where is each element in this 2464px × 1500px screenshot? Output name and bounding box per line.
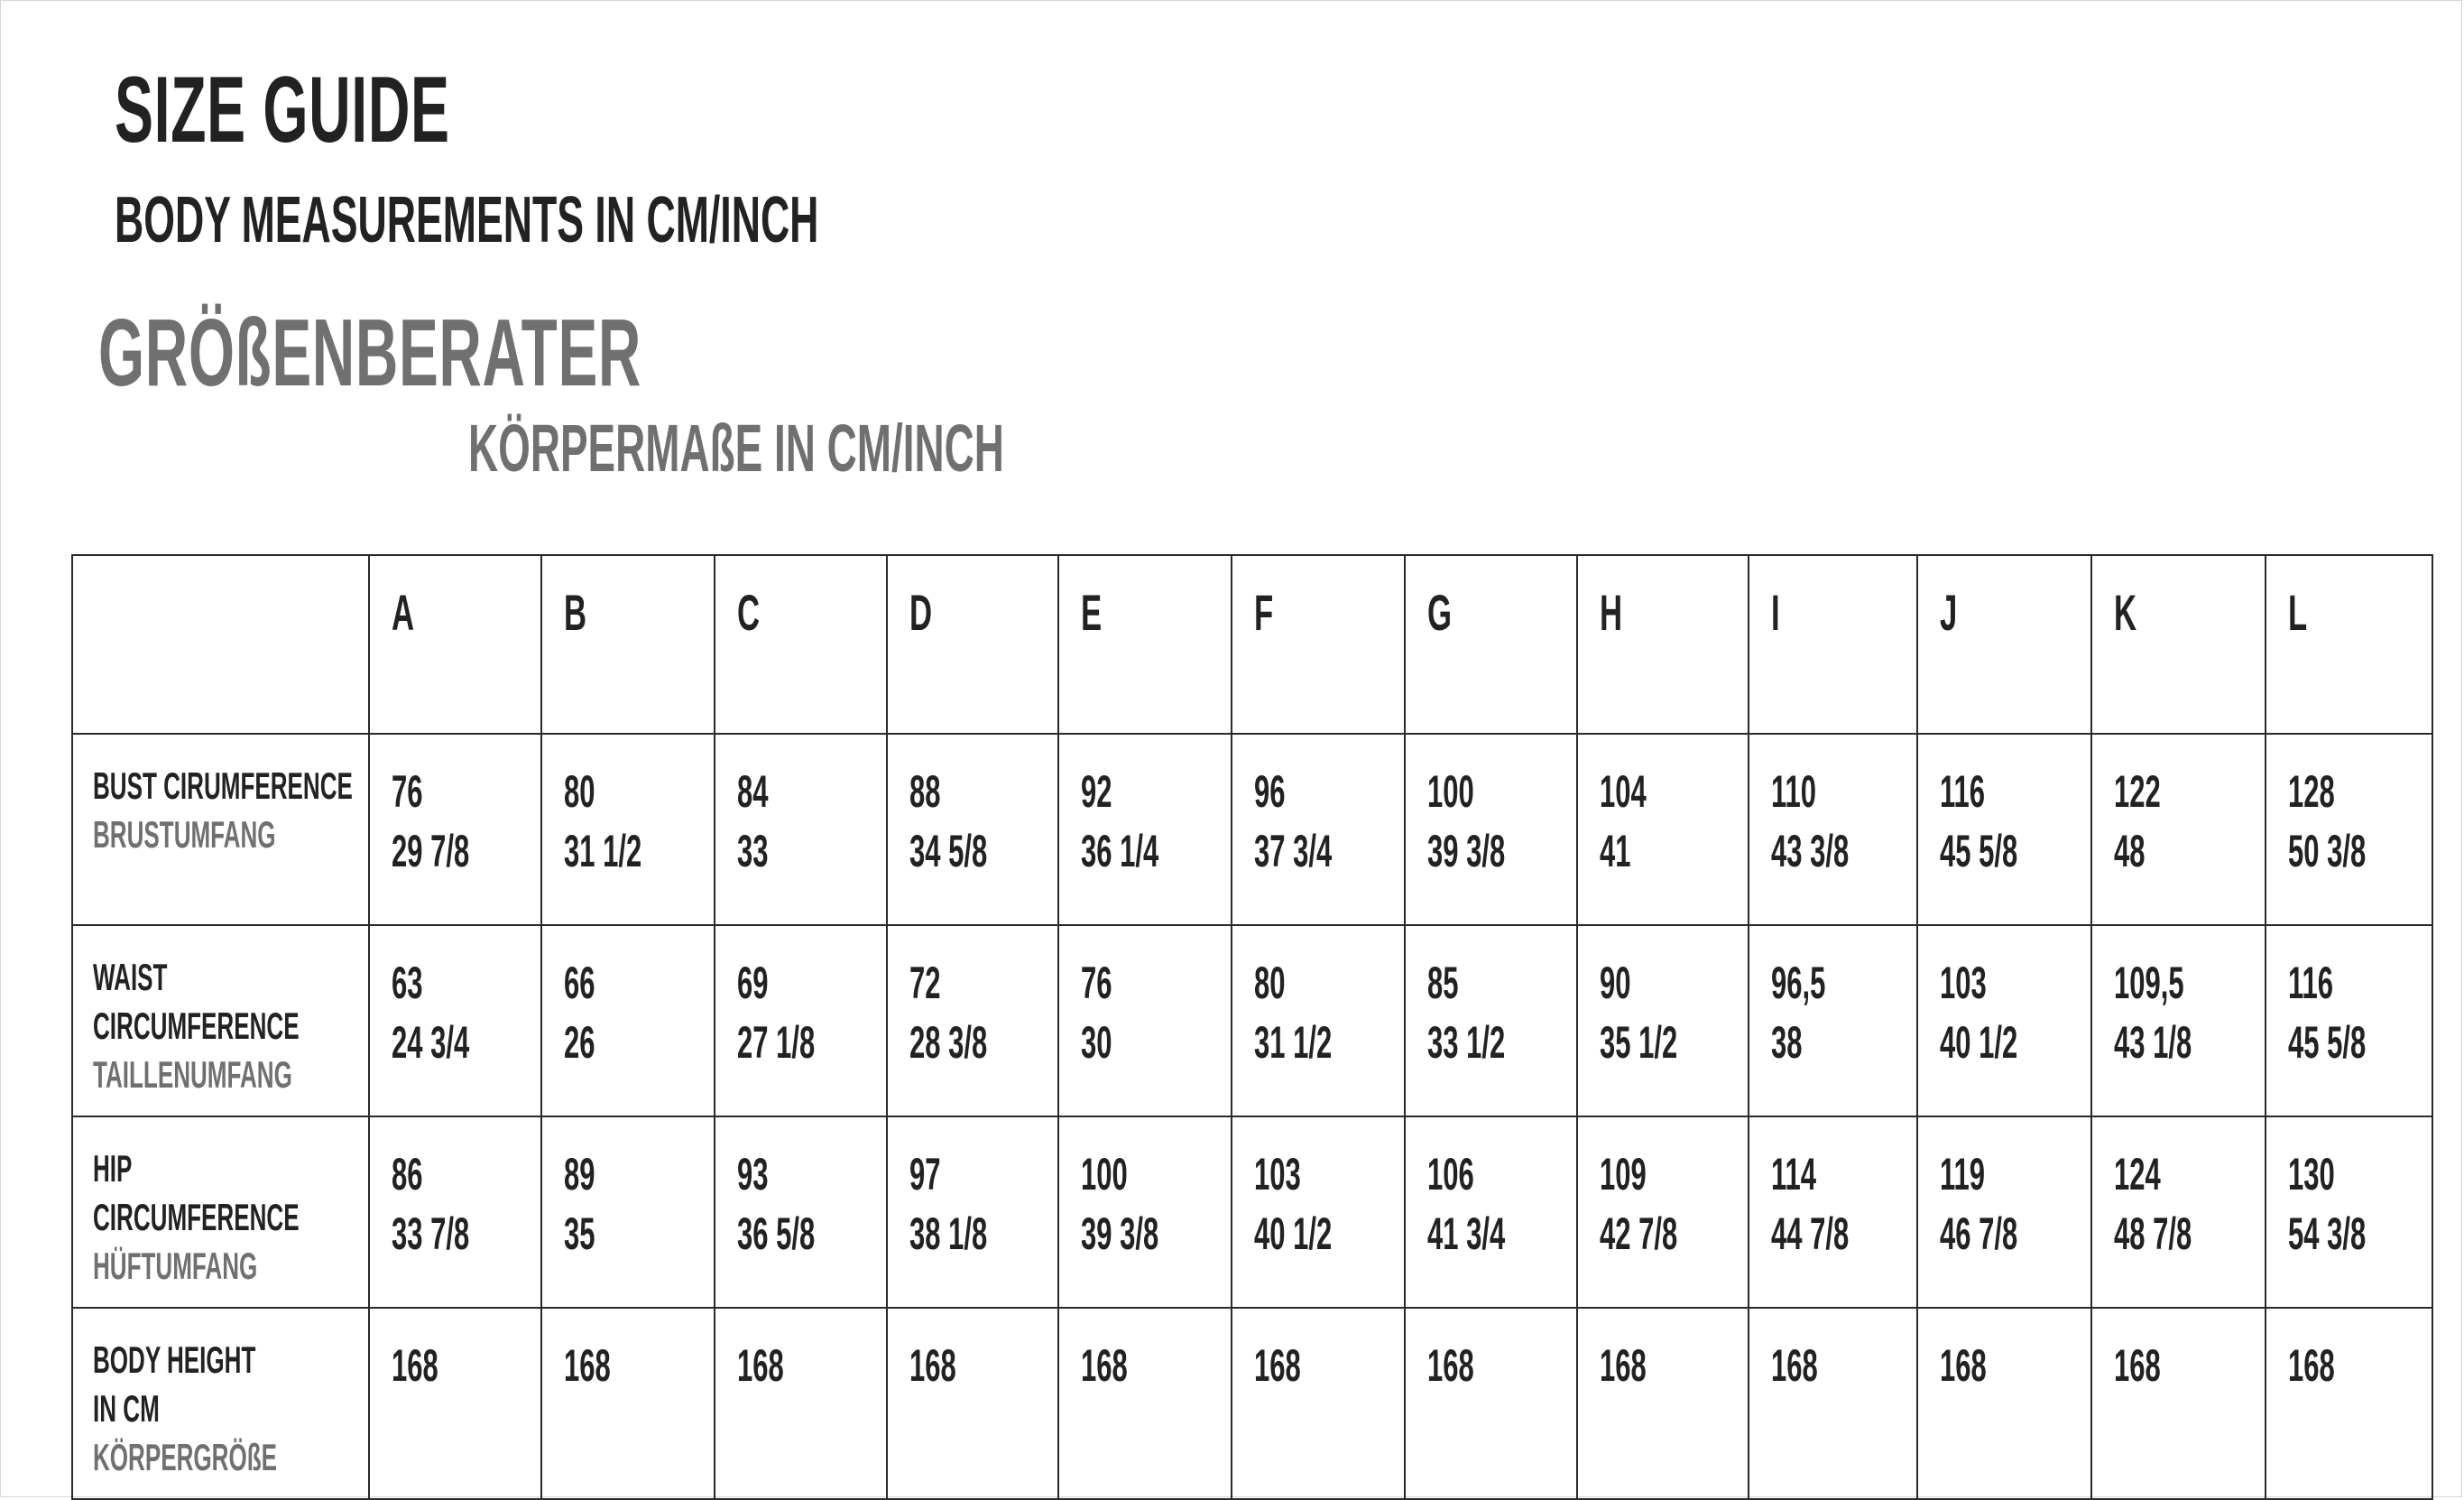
size-letter: B <box>564 584 587 641</box>
size-column-header <box>541 555 715 734</box>
measurement-cell <box>1577 1308 1749 1499</box>
size-column-header <box>2266 555 2432 734</box>
value-cm: 85 <box>1427 958 1459 1008</box>
measurement-cell <box>2266 925 2432 1116</box>
row-label-english: IN CM <box>93 1387 160 1430</box>
value-cm: 122 <box>2114 766 2161 817</box>
measurement-cell <box>1917 734 2091 925</box>
value-cm: 114 <box>1771 1149 1817 1199</box>
value-cm: 76 <box>392 766 423 817</box>
measurement-values <box>564 953 595 1072</box>
measurement-cell <box>887 1308 1058 1499</box>
measurement-cell <box>1917 1308 2091 1499</box>
row-label-english: WAIST <box>93 956 168 998</box>
size-letter: C <box>737 584 761 641</box>
value-inch: 33 7/8 <box>392 1208 470 1259</box>
size-letter: E <box>1081 584 1103 641</box>
measurement-values <box>2288 953 2366 1072</box>
value-inch: 38 1/8 <box>909 1208 988 1259</box>
page-subtitle: BODY MEASUREMENTS IN CM/INCH <box>115 184 819 256</box>
measurement-values <box>2114 762 2161 881</box>
measurement-cell <box>369 1308 541 1499</box>
measurement-cell <box>541 925 715 1116</box>
value-inch: 37 3/4 <box>1254 826 1333 876</box>
row-label-german: HÜFTUMFANG <box>93 1245 258 1287</box>
value-inch: 43 1/8 <box>2114 1017 2192 1068</box>
value-inch: 26 <box>564 1017 595 1068</box>
measurement-cell <box>1577 925 1749 1116</box>
measurement-cell <box>1749 734 1917 925</box>
value-cm: 168 <box>1771 1340 1818 1391</box>
value-cm: 100 <box>1427 766 1474 817</box>
measurement-values <box>1940 1336 1987 1395</box>
measurement-cell <box>369 1116 541 1308</box>
measurement-values <box>909 953 987 1072</box>
value-cm: 130 <box>2288 1149 2335 1199</box>
value-inch: 27 1/8 <box>737 1017 816 1068</box>
page-title: SIZE GUIDE <box>115 58 450 162</box>
measurement-values <box>1771 762 1849 881</box>
value-cm: 84 <box>737 766 769 817</box>
value-cm: 89 <box>564 1149 595 1199</box>
size-column-header <box>369 555 541 734</box>
measurement-cell <box>715 734 887 925</box>
measurement-values <box>1254 1144 1332 1264</box>
measurement-cell <box>715 925 887 1116</box>
row-label <box>93 953 300 1099</box>
measurement-cell <box>1577 734 1749 925</box>
value-cm: 168 <box>909 1340 956 1391</box>
measurement-values <box>737 1336 784 1395</box>
measurement-values <box>1771 1336 1818 1395</box>
measurement-values <box>1254 953 1332 1072</box>
measurement-cell <box>1917 925 2091 1116</box>
measurement-values <box>1940 953 2017 1072</box>
row-label <box>93 762 353 859</box>
measurement-cell <box>887 734 1058 925</box>
table-row <box>72 1116 2432 1308</box>
value-cm: 168 <box>2288 1340 2335 1391</box>
value-cm: 168 <box>737 1340 784 1391</box>
measurement-cell <box>887 1116 1058 1308</box>
measurement-values <box>1081 762 1158 881</box>
value-cm: 100 <box>1081 1149 1128 1199</box>
size-letter: F <box>1254 584 1274 641</box>
measurement-values <box>1940 762 2017 881</box>
measurement-values <box>2114 1336 2161 1395</box>
value-cm: 109 <box>1600 1149 1647 1199</box>
row-label <box>93 1144 300 1291</box>
value-cm: 168 <box>392 1340 438 1391</box>
measurement-values <box>1771 953 1825 1072</box>
row-label-english: BUST CIRUMFERENCE <box>93 764 353 807</box>
value-cm: 124 <box>2114 1149 2161 1199</box>
size-letter: K <box>2114 584 2137 641</box>
value-cm: 116 <box>2288 958 2334 1008</box>
measurement-cell <box>2266 1308 2432 1499</box>
value-cm: 168 <box>1081 1340 1128 1391</box>
size-column-header <box>2091 555 2266 734</box>
size-letter: D <box>909 584 933 641</box>
measurement-values <box>2288 1144 2366 1264</box>
measurement-values <box>1254 762 1332 881</box>
value-inch: 45 5/8 <box>2288 1017 2367 1068</box>
size-table <box>71 554 2433 1500</box>
measurement-cell <box>1405 1116 1577 1308</box>
row-label-cell <box>72 1116 369 1308</box>
size-letter: L <box>2288 584 2308 641</box>
value-cm: 168 <box>2114 1340 2161 1391</box>
size-column-header <box>1749 555 1917 734</box>
measurement-cell <box>1058 925 1232 1116</box>
value-cm: 109,5 <box>2114 958 2184 1008</box>
measurement-cell <box>2091 1308 2266 1499</box>
value-inch: 46 7/8 <box>1940 1208 2018 1259</box>
measurement-cell <box>1232 1308 1405 1499</box>
measurement-cell <box>1749 925 1917 1116</box>
size-column-header <box>1405 555 1577 734</box>
value-inch: 35 <box>564 1208 595 1259</box>
table-row <box>72 734 2432 925</box>
measurement-cell <box>1749 1308 1917 1499</box>
measurement-cell <box>1749 1116 1917 1308</box>
measurement-values <box>2288 762 2366 881</box>
measurement-values <box>909 1336 956 1395</box>
measurement-values <box>392 953 469 1072</box>
measurement-values <box>1427 1336 1474 1395</box>
value-cm: 72 <box>909 958 941 1008</box>
measurement-values <box>2114 953 2192 1072</box>
measurement-cell <box>369 925 541 1116</box>
size-letter: I <box>1771 584 1780 641</box>
size-letter: J <box>1940 584 1958 641</box>
measurement-values <box>737 762 768 881</box>
value-inch: 24 3/4 <box>392 1017 470 1068</box>
measurement-values <box>1771 1144 1849 1264</box>
value-cm: 93 <box>737 1149 769 1199</box>
measurement-cell <box>1058 1308 1232 1499</box>
value-cm: 69 <box>737 958 769 1008</box>
value-inch: 41 <box>1600 826 1631 876</box>
value-cm: 128 <box>2288 766 2335 817</box>
value-inch: 36 1/4 <box>1081 826 1159 876</box>
value-inch: 44 7/8 <box>1771 1208 1850 1259</box>
value-inch: 42 7/8 <box>1600 1208 1678 1259</box>
measurement-values <box>392 762 469 881</box>
value-inch: 40 1/2 <box>1940 1017 2018 1068</box>
value-cm: 86 <box>392 1149 423 1199</box>
value-inch: 28 3/8 <box>909 1017 988 1068</box>
value-cm: 168 <box>564 1340 611 1391</box>
measurement-cell <box>2266 734 2432 925</box>
value-inch: 31 1/2 <box>1254 1017 1333 1068</box>
value-cm: 96 <box>1254 766 1286 817</box>
value-cm: 168 <box>1254 1340 1301 1391</box>
measurement-cell <box>2266 1116 2432 1308</box>
measurement-cell <box>2091 925 2266 1116</box>
row-label-english: CIRCUMFERENCE <box>93 1005 300 1047</box>
measurement-values <box>1600 762 1647 881</box>
value-inch: 50 3/8 <box>2288 826 2367 876</box>
value-cm: 80 <box>564 766 595 817</box>
measurement-values <box>1081 953 1112 1072</box>
measurement-cell <box>715 1116 887 1308</box>
measurement-values <box>1254 1336 1301 1395</box>
value-inch: 39 3/8 <box>1427 826 1506 876</box>
table-corner-cell <box>72 555 369 734</box>
value-cm: 90 <box>1600 958 1631 1008</box>
measurement-values <box>1081 1144 1158 1264</box>
measurement-values <box>1940 1144 2017 1264</box>
measurement-values <box>1427 762 1505 881</box>
value-inch: 54 3/8 <box>2288 1208 2367 1259</box>
value-inch: 38 <box>1771 1017 1803 1068</box>
row-label-german: TAILLENUMFANG <box>93 1053 292 1096</box>
measurement-values <box>1081 1336 1128 1395</box>
measurement-cell <box>2091 1116 2266 1308</box>
value-cm: 106 <box>1427 1149 1474 1199</box>
measurement-cell <box>541 734 715 925</box>
measurement-values <box>564 762 641 881</box>
value-cm: 97 <box>909 1149 941 1199</box>
size-column-header <box>1917 555 2091 734</box>
row-label-english: CIRCUMFERENCE <box>93 1196 300 1238</box>
value-cm: 103 <box>1940 958 1987 1008</box>
table-header-row <box>72 555 2432 734</box>
table-row <box>72 1308 2432 1499</box>
measurement-cell <box>1058 734 1232 925</box>
size-letter: A <box>392 584 415 641</box>
page-subtitle-german: KÖRPERMAßE IN CM/INCH <box>468 411 1004 486</box>
measurement-cell <box>1405 1308 1577 1499</box>
row-label-german: BRUSTUMFANG <box>93 813 276 856</box>
measurement-values <box>564 1144 595 1264</box>
value-cm: 110 <box>1771 766 1817 817</box>
measurement-values <box>2288 1336 2335 1395</box>
size-column-header <box>1577 555 1749 734</box>
row-label <box>93 1336 277 1482</box>
page-title-german: GRÖßENBERATER <box>98 300 641 406</box>
value-cm: 66 <box>564 958 595 1008</box>
measurement-cell <box>1405 734 1577 925</box>
measurement-values <box>2114 1144 2192 1264</box>
row-label-english: BODY HEIGHT <box>93 1338 256 1381</box>
table-row <box>72 925 2432 1116</box>
value-inch: 33 1/2 <box>1427 1017 1506 1068</box>
value-cm: 92 <box>1081 766 1112 817</box>
measurement-values <box>737 1144 815 1264</box>
value-inch: 36 5/8 <box>737 1208 816 1259</box>
row-label-german: KÖRPERGRÖßE <box>93 1436 277 1478</box>
measurement-values <box>1600 1336 1647 1395</box>
measurement-values <box>1600 953 1677 1072</box>
value-inch: 35 1/2 <box>1600 1017 1678 1068</box>
value-cm: 63 <box>392 958 423 1008</box>
measurement-values <box>909 762 987 881</box>
measurement-values <box>909 1144 987 1264</box>
value-inch: 39 3/8 <box>1081 1208 1159 1259</box>
measurement-cell <box>887 925 1058 1116</box>
measurement-cell <box>541 1116 715 1308</box>
size-column-header <box>715 555 887 734</box>
measurement-cell <box>1577 1116 1749 1308</box>
row-label-cell <box>72 925 369 1116</box>
value-cm: 116 <box>1940 766 1986 817</box>
value-inch: 41 3/4 <box>1427 1208 1506 1259</box>
measurement-cell <box>1232 734 1405 925</box>
value-inch: 48 7/8 <box>2114 1208 2192 1259</box>
value-cm: 80 <box>1254 958 1286 1008</box>
measurement-values <box>737 953 815 1072</box>
value-cm: 88 <box>909 766 941 817</box>
measurement-cell <box>1405 925 1577 1116</box>
row-label-cell <box>72 1308 369 1499</box>
measurement-values <box>392 1144 469 1264</box>
value-inch: 30 <box>1081 1017 1112 1068</box>
size-letter: G <box>1427 584 1453 641</box>
measurement-cell <box>1058 1116 1232 1308</box>
value-cm: 168 <box>1940 1340 1987 1391</box>
value-cm: 76 <box>1081 958 1112 1008</box>
measurement-cell <box>1232 1116 1405 1308</box>
value-cm: 168 <box>1427 1340 1474 1391</box>
row-label-cell <box>72 734 369 925</box>
measurement-values <box>1427 953 1505 1072</box>
measurement-values <box>564 1336 611 1395</box>
value-inch: 45 5/8 <box>1940 826 2018 876</box>
measurement-values <box>1427 1144 1505 1264</box>
measurement-values <box>392 1336 438 1395</box>
value-cm: 168 <box>1600 1340 1647 1391</box>
size-column-header <box>1232 555 1405 734</box>
measurement-cell <box>2091 734 2266 925</box>
value-cm: 104 <box>1600 766 1647 817</box>
size-letter: H <box>1600 584 1623 641</box>
measurement-cell <box>1917 1116 2091 1308</box>
value-cm: 103 <box>1254 1149 1301 1199</box>
measurement-cell <box>1232 925 1405 1116</box>
value-inch: 31 1/2 <box>564 826 642 876</box>
value-cm: 96,5 <box>1771 958 1826 1008</box>
value-inch: 29 7/8 <box>392 826 470 876</box>
value-inch: 43 3/8 <box>1771 826 1850 876</box>
value-inch: 33 <box>737 826 769 876</box>
row-label-english: HIP <box>93 1147 133 1190</box>
measurement-cell <box>369 734 541 925</box>
measurement-cell <box>715 1308 887 1499</box>
value-inch: 48 <box>2114 826 2146 876</box>
size-column-header <box>1058 555 1232 734</box>
value-inch: 34 5/8 <box>909 826 988 876</box>
value-cm: 119 <box>1940 1149 1986 1199</box>
measurement-cell <box>541 1308 715 1499</box>
measurement-values <box>1600 1144 1677 1264</box>
size-column-header <box>887 555 1058 734</box>
value-inch: 40 1/2 <box>1254 1208 1333 1259</box>
